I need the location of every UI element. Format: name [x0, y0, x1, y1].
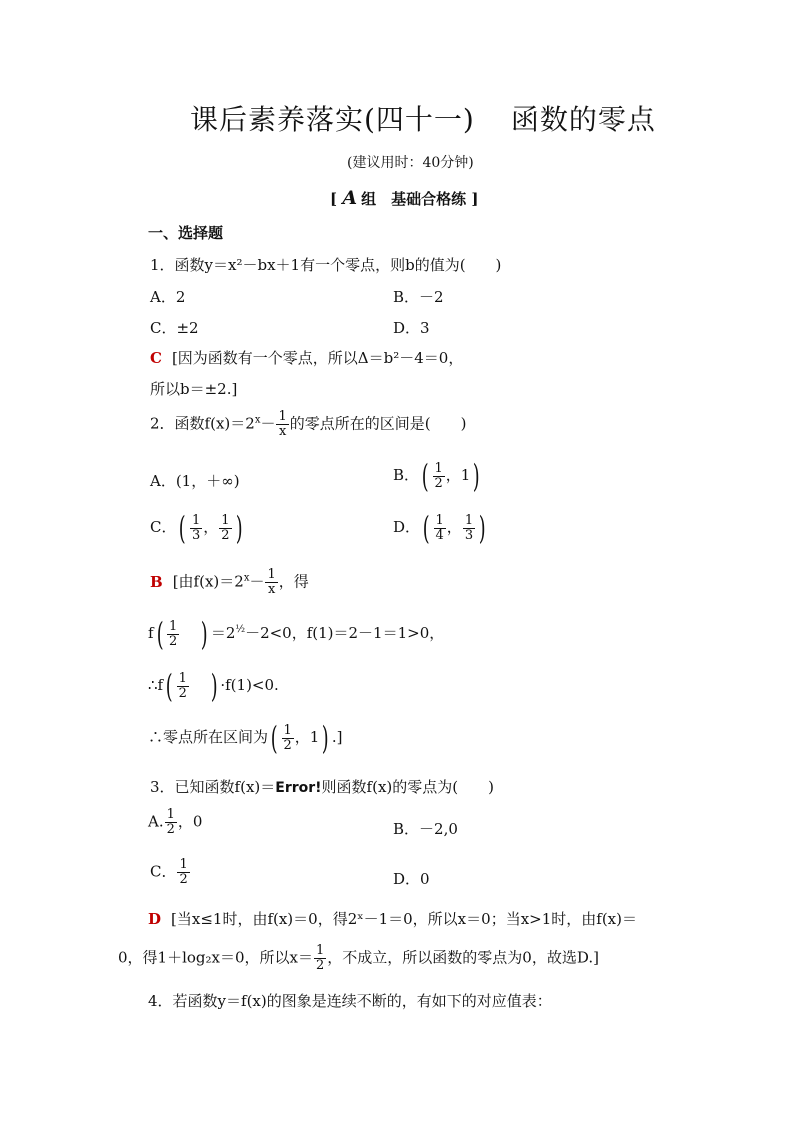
- q3-option-d: D．0: [393, 870, 430, 888]
- fraction: [177, 858, 189, 887]
- answer-letter: D: [148, 910, 162, 928]
- numerator: 1: [316, 943, 325, 958]
- fraction: [282, 724, 294, 753]
- title-main: 课后素养落实(四十一): [190, 103, 475, 136]
- numerator: 1: [166, 807, 175, 822]
- question-2: [150, 410, 466, 439]
- q-num: 2．函数: [150, 414, 205, 433]
- group-label: 组 基础合格练: [361, 190, 467, 208]
- numerator: 1: [278, 409, 287, 424]
- fraction: [434, 514, 446, 543]
- exponent: x: [254, 414, 261, 426]
- q1-option-d: D．3: [393, 319, 430, 337]
- paren-right: ): [201, 615, 209, 653]
- paren-right: ): [235, 509, 243, 547]
- paren-right: ): [478, 509, 486, 547]
- denominator: 2: [316, 958, 325, 973]
- group-heading: [330, 187, 478, 209]
- fraction: [265, 568, 277, 597]
- paren-left: (: [270, 719, 278, 757]
- q2-answer-line4: [148, 719, 343, 757]
- label: D．: [393, 518, 421, 536]
- fraction: [165, 808, 177, 837]
- q3-option-c: [150, 858, 191, 887]
- fraction: [314, 944, 326, 973]
- text: ＝2: [210, 624, 236, 642]
- exponent: ½: [235, 624, 246, 635]
- denominator: 2: [169, 633, 178, 649]
- text: [由f(x)＝2: [172, 572, 244, 591]
- bracket-close: ]: [471, 190, 479, 208]
- fraction: [276, 410, 288, 439]
- numerator: 1: [267, 567, 276, 582]
- denominator: x: [278, 424, 287, 439]
- time-note: (建议用时：40分钟): [347, 155, 474, 171]
- group-letter: A: [342, 187, 358, 209]
- q1-answer: [150, 347, 463, 368]
- q3-option-b: B．－2,0: [393, 820, 458, 838]
- text: ，得: [278, 572, 309, 591]
- numerator: 1: [435, 512, 444, 528]
- q2-option-b: [393, 457, 483, 495]
- label: C．: [150, 862, 177, 881]
- bracket-open: [: [330, 190, 338, 208]
- denominator: 2: [434, 475, 443, 491]
- question-3: [150, 776, 494, 797]
- text: .]: [331, 728, 343, 746]
- q1-option-c: C．±2: [150, 319, 199, 337]
- denominator: 3: [464, 527, 474, 543]
- rest: ，0: [177, 812, 203, 831]
- question-4: 4．若函数y＝f(x)的图象是连续不断的，有如下的对应值表：: [148, 992, 552, 1010]
- q2-option-d: D．( $\frac{1}{4}$ ， $\frac{1}{3}$ ): [393, 509, 486, 547]
- fraction: [177, 672, 189, 701]
- q1-answer-cont: 所以b＝±2.]: [150, 380, 238, 398]
- paren-right: ): [473, 457, 481, 495]
- q3-answer-line1: [148, 908, 637, 929]
- denominator: 2: [166, 822, 175, 837]
- q1-option-a: A．2: [150, 288, 186, 306]
- fraction: [167, 620, 179, 649]
- section-heading: 一、选择题: [148, 224, 224, 242]
- rest: ，1: [445, 466, 471, 484]
- func: f: [148, 624, 154, 642]
- title-sub: 函数的零点: [510, 103, 656, 136]
- label: A.: [148, 812, 164, 831]
- op: －: [249, 572, 265, 591]
- text: 3．已知函数f(x)＝: [150, 778, 276, 796]
- denominator: 4: [435, 527, 444, 543]
- numerator: 1: [169, 618, 178, 634]
- text: ，不成立，所以函数的零点为0，故选D.]: [327, 948, 599, 967]
- text: [当x≤1时，由f(x)＝0，得2ˣ－1＝0，所以x＝0；当x>1时，由f(x)＝: [171, 910, 637, 928]
- q2-option-a: A．(1，＋∞): [150, 472, 240, 490]
- numerator: 1: [283, 722, 292, 738]
- numerator: 1: [191, 512, 201, 528]
- text: 则函数f(x)的零点为( ): [321, 778, 494, 796]
- paren-left: (: [156, 615, 164, 653]
- text: 0，得1＋log₂x＝0，所以x＝: [118, 948, 313, 967]
- numerator: 1: [178, 670, 187, 686]
- q3-option-a: [148, 808, 202, 837]
- expr: f(x)＝2: [204, 414, 255, 433]
- answer-letter: C: [150, 349, 162, 367]
- text: ·f(1)<0.: [220, 676, 279, 694]
- denominator: 2: [221, 527, 230, 543]
- exponent: x: [243, 572, 250, 584]
- q2-answer-line2: [148, 615, 445, 653]
- numerator: 1: [221, 512, 230, 528]
- page-title: [190, 98, 656, 138]
- denominator: x: [267, 582, 276, 597]
- q2-answer-line3: [148, 667, 279, 705]
- numerator: 1: [464, 512, 474, 528]
- fraction: [219, 514, 231, 543]
- paren-left: (: [179, 509, 187, 547]
- denominator: 2: [178, 685, 187, 701]
- answer-letter: B: [150, 572, 163, 591]
- q1-option-b: B．－2: [393, 288, 444, 306]
- label: C．: [150, 518, 177, 536]
- q-tail: 的零点所在的区间是( ): [289, 414, 467, 433]
- op: －: [260, 414, 276, 433]
- paren-left: (: [165, 667, 173, 705]
- numerator: 1: [179, 857, 188, 872]
- paren-right: ): [210, 667, 218, 705]
- paren-left: (: [421, 457, 429, 495]
- text: ，1: [294, 728, 320, 746]
- text: －2<0，f(1)＝2－1＝1>0，: [245, 624, 445, 642]
- text: ∴f: [148, 676, 164, 694]
- q3-answer-line2: [118, 944, 599, 973]
- q2-answer-line1: [150, 568, 309, 597]
- error-text: Error!: [275, 780, 322, 796]
- answer-text: [因为函数有一个零点，所以Δ＝b²－4＝0，: [171, 349, 464, 367]
- fraction: [433, 462, 445, 491]
- numerator: 1: [434, 460, 443, 476]
- denominator: 2: [283, 737, 292, 753]
- text: ∴零点所在区间为: [148, 728, 269, 746]
- fraction: [190, 514, 202, 543]
- denominator: 3: [191, 527, 201, 543]
- denominator: 2: [179, 872, 188, 887]
- q2-option-c: C．( $\frac{1}{3}$ ， $\frac{1}{2}$ ): [150, 509, 243, 547]
- paren-left: (: [422, 509, 430, 547]
- label: B．: [393, 466, 420, 484]
- fraction: [463, 514, 475, 543]
- question-1: 1．函数y＝x²－bx＋1有一个零点，则b的值为( ): [150, 256, 502, 274]
- paren-right: ): [322, 719, 330, 757]
